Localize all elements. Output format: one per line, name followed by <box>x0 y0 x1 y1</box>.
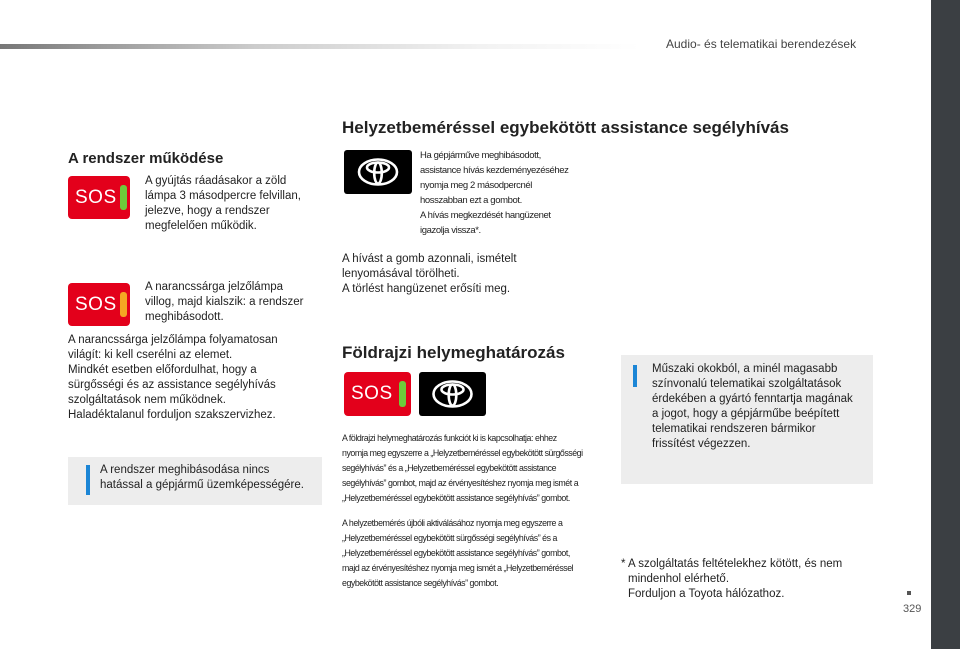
toyota-logo-icon <box>419 372 486 416</box>
geo1-line: segélyhívás” és a „Helyzetbeméréssel egybekötött assistance <box>342 463 557 473</box>
press-line: nyomja meg 2 másodpercnél <box>420 180 532 191</box>
geo2-line: majd az érvényesítéshez nyomja meg ismét a „Helyzetbeméréssel <box>342 563 574 573</box>
para-line: A narancssárga jelzőlámpa folyamatosan <box>68 334 278 346</box>
note-line: a jogot, hogy a gépjárműbe beépített <box>652 408 840 420</box>
info-bar-icon <box>633 365 637 387</box>
item1-line: megfelelően működik. <box>145 220 257 232</box>
press-button-text <box>420 148 569 238</box>
geo1-line: segélyhívás” gombot, majd az érvényesítéshez nyomja meg ismét a <box>342 478 579 488</box>
geo1-line: nyomja meg egyszerre a „Helyzetbeméréssel egybekötött sürgősségi <box>342 448 583 458</box>
note-line: A rendszer meghibásodása nincs <box>100 464 270 476</box>
cancel-line: A hívást a gomb azonnali, ismételt <box>342 253 517 265</box>
item1-line: lámpa 3 másodpercre felvillan, <box>145 190 301 202</box>
para-line: szolgáltatások nem működnek. <box>68 394 226 406</box>
press-line: igazolja vissza*. <box>420 225 481 236</box>
cancel-line: A törlést hangüzenet erősíti meg. <box>342 283 511 295</box>
page-marker <box>907 591 911 595</box>
sos-button-green-icon <box>68 176 130 219</box>
orange-lamp-icon <box>120 292 127 317</box>
footnote-line: Forduljon a Toyota hálózathoz. <box>628 588 785 600</box>
cancel-call-text <box>342 252 517 297</box>
press-line: Ha gépjárműve meghibásodott, <box>420 150 541 161</box>
geo2-line: egybekötött assistance segélyhívás” gombot. <box>342 578 499 588</box>
note-line: Műszaki okokból, a minél magasabb <box>652 363 838 375</box>
left-title: A rendszer működése <box>68 150 224 167</box>
press-line: hosszabban ezt a gombot. <box>420 195 522 206</box>
press-line: A hívás megkezdését hangüzenet <box>420 210 551 221</box>
assistance-call-title: Helyzetbeméréssel egybekötött assistance segélyhívás <box>342 118 789 137</box>
left-paragraph <box>68 333 278 423</box>
press-line: assistance hívás kezdeményezéséhez <box>420 165 569 176</box>
geo2-line: „Helyzetbeméréssel egybekötött assistance segélyhívás” gombot, <box>342 548 570 558</box>
item2-line: A narancssárga jelzőlámpa <box>145 281 284 293</box>
geolocation-title: Földrajzi helymeghatározás <box>342 343 565 362</box>
toyota-logo-button-icon <box>419 372 486 416</box>
sos-button-orange-icon <box>68 283 130 326</box>
geo1-line: „Helyzetbeméréssel egybekötött assistance segélyhívás” gombot. <box>342 493 570 503</box>
note-line: hatással a gépjármű üzemképességére. <box>100 479 304 491</box>
info-bar-icon <box>86 465 90 495</box>
para-line: Haladéktalanul forduljon szakszervizhez. <box>68 409 276 421</box>
geo2-line: A helyzetbemérés újbóli aktiválásához nyomja meg egyszerre a <box>342 518 563 528</box>
footnote <box>621 557 842 602</box>
left-note-box <box>68 457 322 505</box>
footnote-line: mindenhol elérhető. <box>628 573 730 585</box>
cancel-line: lenyomásával törölheti. <box>342 268 460 280</box>
para-line: sürgősségi és az assistance segélyhívás <box>68 379 276 391</box>
section-title: Audio- és telematikai berendezések <box>666 37 857 51</box>
item1-text <box>145 174 301 234</box>
item1-line: A gyújtás ráadásakor a zöld <box>145 175 287 187</box>
sos-label: SOS <box>351 383 393 404</box>
para-line: Mindkét esetben előfordulhat, hogy a <box>68 364 257 376</box>
note-line: érdekében a gyártó fenntartja magának <box>652 393 853 405</box>
item1-line: jelezve, hogy a rendszer <box>145 205 270 217</box>
left-note-text <box>100 463 304 493</box>
green-lamp-icon <box>399 381 406 407</box>
item2-text <box>145 280 304 325</box>
header-gradient-bar <box>0 44 640 49</box>
footnote-line: * A szolgáltatás feltételekhez kötött, és nem <box>621 558 843 570</box>
item2-line: villog, majd kialszik: a rendszer <box>145 296 304 308</box>
geo-enable-text <box>342 516 573 591</box>
page-edge-strip <box>931 0 960 649</box>
right-note-box <box>621 355 873 484</box>
green-lamp-icon <box>120 185 127 210</box>
geo-disable-text <box>342 431 583 506</box>
note-line: frissítést végezzen. <box>652 438 751 450</box>
note-line: színvonalú telematikai szolgáltatások <box>652 378 842 390</box>
toyota-logo-button-icon <box>344 150 412 194</box>
geo2-line: „Helyzetbeméréssel egybekötött sürgősségi segélyhívás” és a <box>342 533 557 543</box>
toyota-logo-icon <box>344 150 412 194</box>
sos-label: SOS <box>75 186 117 208</box>
right-note-text <box>652 362 853 452</box>
item2-line: meghibásodott. <box>145 311 224 323</box>
para-line: világít: ki kell cserélni az elemet. <box>68 349 233 361</box>
page-number: 329 <box>903 603 922 615</box>
sos-label: SOS <box>75 293 117 315</box>
sos-button-geo-icon <box>344 372 411 416</box>
note-line: telematikai rendszeren bármikor <box>652 423 816 435</box>
geo1-line: A földrajzi helymeghatározás funkciót ki is kapcsolhatja: ehhez <box>342 433 557 443</box>
